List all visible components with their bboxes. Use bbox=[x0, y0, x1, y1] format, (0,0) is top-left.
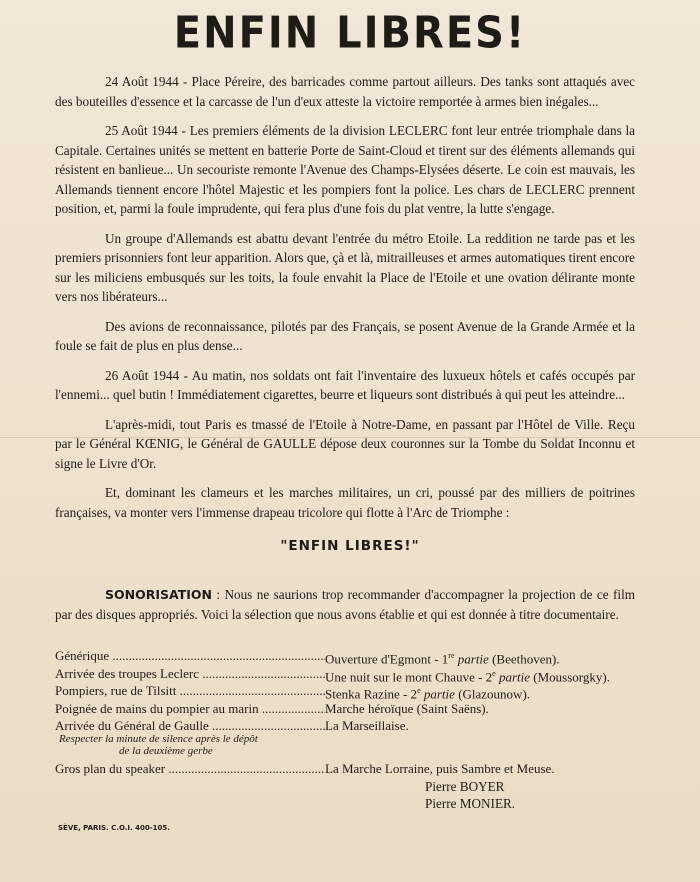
track-music: Stenka Razine - 2e partie (Glazounow). bbox=[325, 686, 531, 702]
track-music: Ouverture d'Egmont - 1re partie (Beethoven). bbox=[325, 651, 560, 667]
page-title: ENFIN LIBRES! bbox=[173, 7, 527, 59]
silence-note: Respecter la minute de silence après le dépôt de la deuxième gerbe bbox=[59, 732, 258, 757]
track-scene: Arrivée du Général de Gaulle ..... bbox=[55, 717, 325, 735]
track-scene: Arrivée des troupes Leclerc ..... bbox=[55, 665, 325, 683]
track-row bbox=[55, 717, 655, 735]
printer-mark: SÈVE, PARIS. C.O.I. 400-105. bbox=[58, 824, 170, 832]
sonorisation-text: : Nous ne saurions trop recommander d'accompagner la projection de ce film par des disques appropriés. Voici la sélection que nous avons établie et qui est donnée à titre documentaire. bbox=[55, 587, 635, 622]
track-row bbox=[55, 682, 655, 700]
track-music: La Marseillaise. bbox=[325, 718, 409, 733]
paragraph-avions: Des avions de reconnaissance, pilotés par des Français, se posent Avenue de la Grande Armée et la foule se fait de plus en plus dense... bbox=[55, 318, 635, 353]
sonorisation-paragraph bbox=[55, 585, 635, 624]
track-music: Marche héroïque (Saint Saëns). bbox=[325, 700, 489, 716]
paragraph-24-aout: 24 Août 1944 - Place Péreire, des barricades comme partout ailleurs. Des tanks sont attaqués avec des bouteilles d'essence et la carcasse de l'un d'eux atteste la victoire remportée à armes bien inégales... bbox=[55, 74, 635, 109]
paragraph-etoile: Un groupe d'Allemands est abattu devant l'entrée du métro Etoile. La reddition ne tarde pas et les premiers prisonniers font leur apparition. Alors que, çà et là, mitrailleuses et armes automatiques tirent encore sur les miliciens embusqués sur les toits, la foule envahit la Place de l'Etoile et une ovation délirante monte vers nos libérateurs... bbox=[55, 230, 635, 304]
paragraph-apres-midi: L'après-midi, tout Paris es tmassé de l'Etoile à Notre-Dame, en passant par l'Hôtel de Ville. Reçu par le Général KŒNIG, le Général de GAULLE dépose deux couronnes sur la Tombe du Soldat Inconnu et signe le Livre d'Or. bbox=[55, 416, 635, 471]
track-scene: Pompiers, rue de Tilsitt ..... bbox=[55, 682, 325, 700]
track-row bbox=[55, 700, 655, 718]
paragraph-cri: Et, dominant les clameurs et les marches militaires, un cri, poussé par des milliers de poitrines françaises, va monter vers l'immense drapeau tricolore qui flotte à l'Arc de Triomphe : bbox=[55, 485, 635, 520]
signature-monier: Pierre MONIER. bbox=[425, 796, 516, 811]
track-music: Une nuit sur le mont Chauve - 2e partie (Moussorgky). bbox=[325, 668, 610, 684]
slogan: "ENFIN LIBRES!" bbox=[280, 538, 420, 554]
sonorisation-keyword: SONORISATION bbox=[105, 587, 212, 602]
track-row bbox=[55, 760, 655, 778]
narrative-text bbox=[55, 72, 635, 532]
track-music: La Marche Lorraine, puis Sambre et Meuse. bbox=[325, 760, 555, 776]
signatures bbox=[425, 778, 515, 812]
signature-boyer: Pierre BOYER bbox=[425, 779, 505, 794]
track-scene: Poignée de mains du pompier au marin ..... bbox=[55, 700, 325, 718]
track-scene: Gros plan du speaker ..... bbox=[55, 760, 325, 778]
track-row bbox=[55, 647, 655, 665]
music-list bbox=[55, 647, 655, 777]
paragraph-26-aout: 26 Août 1944 - Au matin, nos soldats ont fait l'inventaire des luxueux hôtels et cafés occupés par l'ennemi... quel butin ! Immédiatement cigarettes, beurre et liqueurs sont distribués à qui peut les atteindre... bbox=[55, 367, 635, 402]
track-row bbox=[55, 665, 655, 683]
paragraph-25-aout: 25 Août 1944 - Les premiers éléments de la division LECLERC font leur entrée triomphale dans la Capitale. Certaines unités se mettent en batterie Porte de Saint-Cloud et tirent sur des éléments allemands qui résistent en banlieue... Un secouriste remonte l'Avenue des Champs-Elysées déserte. Le coin est mauvais, les Allemands tiennent encore l'hôtel Majestic et les pompiers font la police. Les chars de LECLERC prennent position, et, parmi la foule imprudente, qui fera plus d'une fois du plat ventre, la lutte s'engage. bbox=[55, 123, 635, 216]
track-scene: Générique ..... bbox=[55, 647, 325, 665]
